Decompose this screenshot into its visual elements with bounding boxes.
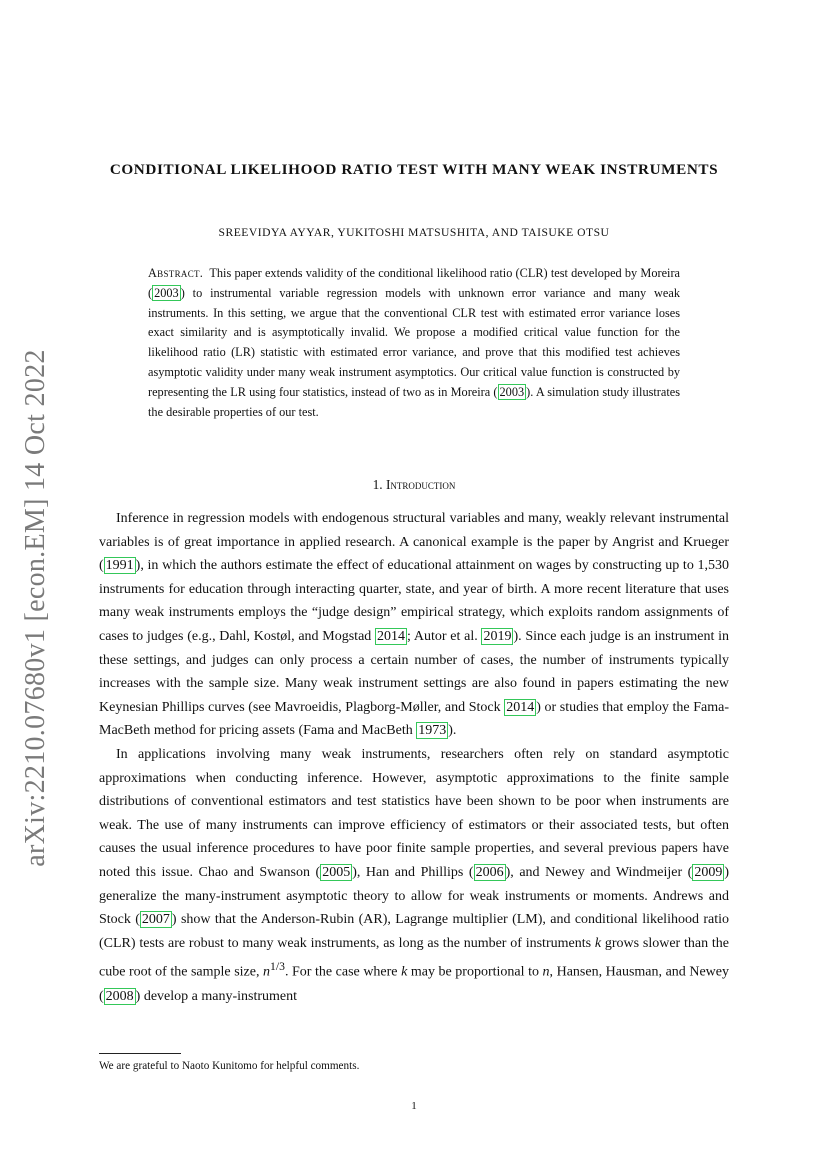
text-run: In applications involving many weak instruments, researchers often rely on standard asymptotic approximations when conducting inference. However, asymptotic approximations to the finite sample distributions of conventional estimators and test statistics have been shown to be poor when instruments are weak. The use of many instruments can improve efficiency of estimators or their associated tests, but often causes the usual inference procedures to have poor finite sample properties, and several previous papers have noted this issue. Chao and Swanson ( xyxy=(99,746,729,880)
math-var: k xyxy=(594,935,602,951)
abstract-text: ) to instrumental variable regression models with unknown error variance and many weak instruments. In this setting, we argue that the conventional CLR test with estimated error variance loses exact similarity and is asymptotically invalid. We propose a modified critical value function for the likelihood ratio (LR) statistic with estimated error variance, and prove that this modified test achieves asymptotic validity under many weak instrument asymptotics. Our critical value function is constructed by representing the LR using four statistics, instead of two as in Moreira ( xyxy=(148,285,680,399)
citation-link[interactable]: 2003 xyxy=(154,285,179,300)
paper-title: CONDITIONAL LIKELIHOOD RATIO TEST WITH MANY WEAK INSTRUMENTS xyxy=(109,161,719,178)
text-run: ) show that the Anderson-Rubin (AR), Lagrange multiplier (LM), and conditional likelihood ratio (CLR) tests are robust to many weak instruments, as long as the number of instruments xyxy=(99,912,729,951)
citation-link[interactable]: 2006 xyxy=(475,864,504,880)
text-run: ; Autor et al. xyxy=(407,628,482,644)
section-heading xyxy=(99,477,729,493)
section-number: 1. xyxy=(372,477,383,492)
footnote-rule xyxy=(99,1053,181,1054)
arxiv-stamp xyxy=(18,345,54,870)
citation-link[interactable]: 2014 xyxy=(377,628,406,644)
text-run: grows slower than the cube root of the sample size, xyxy=(99,935,729,980)
citation-link[interactable]: 2009 xyxy=(694,864,723,880)
paragraph xyxy=(99,507,729,743)
text-run: , Hansen, Hausman, and Newey ( xyxy=(99,964,729,1004)
footnote: We are grateful to Naoto Kunitomo for helpful comments. xyxy=(99,1060,360,1072)
citation-link[interactable]: 1973 xyxy=(418,723,447,739)
citation-link[interactable]: 2008 xyxy=(105,988,134,1004)
abstract xyxy=(148,264,680,422)
text-run: ) or studies that employ the Fama-MacBeth method for pricing assets (Fama and MacBeth xyxy=(99,699,729,739)
citation-link[interactable]: 2007 xyxy=(141,912,170,928)
body-text xyxy=(99,507,729,1008)
math-var: k xyxy=(401,964,408,980)
text-run: Inference in regression models with endogenous structural variables and many, weakly relevant instrumental variables is of great importance in applied research. A canonical example is the paper by Angrist and Krueger ( xyxy=(99,511,729,574)
arxiv-stamp-text: arXiv:2210.07680v1 [econ.EM] 14 Oct 2022 xyxy=(20,348,51,867)
abstract-text: ). A simulation study illustrates the desirable properties of our test. xyxy=(148,384,681,419)
citation-link[interactable]: 1991 xyxy=(105,558,134,574)
text-run: ), Han and Phillips ( xyxy=(352,864,474,880)
math-var: n xyxy=(263,964,271,980)
abstract-text: This paper extends validity of the conditional likelihood ratio (CLR) test developed by Moreira ( xyxy=(148,266,680,300)
text-run: ), in which the authors estimate the effect of educational attainment on wages by constructing up to 1,530 instruments for education through interacting quarter, state, and year of birth. A more recent literature that uses many weak instruments employs the “judge design” empirical strategy, which exploits random assignments of cases to judges (e.g., Dahl, Kostøl, and Mogstad xyxy=(99,558,729,644)
text-run: ). xyxy=(448,723,457,739)
page-number: 1 xyxy=(411,1100,417,1112)
text-run: may be proportional to xyxy=(407,964,543,980)
math-exponent: 1/3 xyxy=(270,960,285,974)
section-title: Introduction xyxy=(385,477,456,492)
citation-link[interactable]: 2005 xyxy=(322,864,351,880)
citation-link[interactable]: 2003 xyxy=(499,384,525,399)
paper-authors: SREEVIDYA AYYAR, YUKITOSHI MATSUSHITA, AND TAISUKE OTSU xyxy=(218,226,610,239)
citation-link[interactable]: 2019 xyxy=(483,628,512,644)
citation-link[interactable]: 2014 xyxy=(506,699,535,715)
text-run: . For the case where xyxy=(284,964,402,980)
paragraph xyxy=(99,743,729,1008)
text-run: ) develop a many-instrument xyxy=(135,988,298,1004)
text-run: ). Since each judge is an instrument in these settings, and judges can only process a certain number of cases, the number of instruments typically increases with the sample size. Many weak instrument settings are also found in papers estimating the new Keynesian Phillips curves (see Mavroeidis, Plagborg-Møller, and Stock xyxy=(99,628,729,715)
math-var: n xyxy=(542,964,550,980)
text-run: ), and Newey and Windmeijer ( xyxy=(505,864,693,880)
abstract-label: Abstract. xyxy=(148,266,204,280)
text-run: ) generalize the many-instrument asymptotic theory to allow for weak instruments or moments. Andrews and Stock ( xyxy=(99,864,730,928)
